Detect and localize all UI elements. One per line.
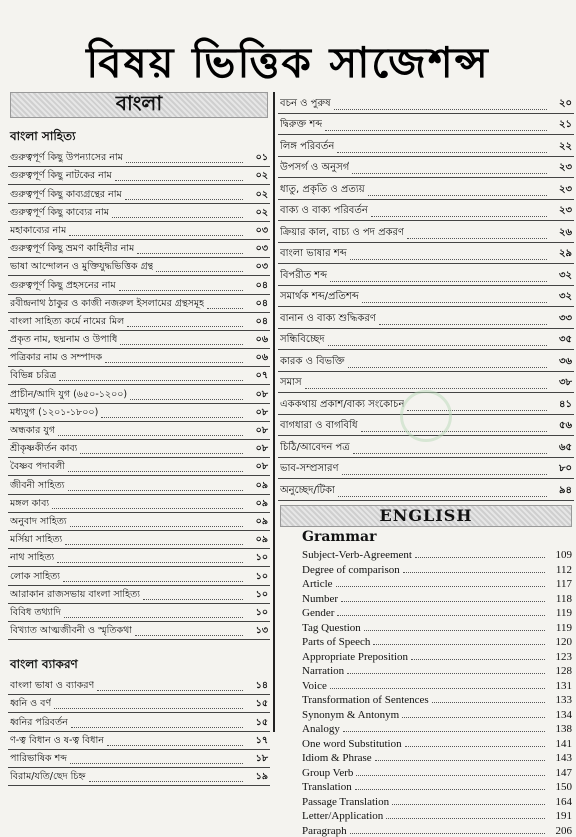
toc-entry-label: Parts of Speech	[302, 636, 371, 648]
leader-dots	[112, 217, 243, 218]
toc-entry-page: ২২	[558, 140, 572, 152]
leader-dots	[407, 238, 547, 239]
leader-dots	[65, 544, 243, 545]
toc-entry-page: 109	[555, 549, 572, 561]
leader-dots	[350, 259, 547, 260]
toc-entry	[278, 619, 574, 634]
leader-dots	[352, 173, 547, 174]
toc-entry-label: জীবনী সাহিত্য	[10, 479, 65, 491]
leader-dots	[330, 688, 545, 689]
leader-dots	[89, 781, 243, 782]
toc-entry-page: ১০	[255, 606, 268, 618]
toc-entry	[8, 750, 270, 768]
leader-dots	[68, 471, 243, 472]
left-column	[8, 92, 270, 786]
toc-entry-page: 118	[555, 592, 572, 605]
toc-entry	[278, 157, 574, 179]
toc-entry-page: ০২	[255, 188, 268, 200]
leader-dots	[342, 474, 547, 475]
toc-entry-page: ০৯	[255, 515, 268, 527]
leader-dots	[405, 746, 545, 747]
toc-entry-label: বিপরীত শব্দ	[280, 269, 328, 281]
toc-entry-label: Narration	[302, 665, 345, 677]
toc-entry	[8, 313, 270, 331]
toc-entry	[8, 604, 270, 622]
toc-entry-label: Degree of comparison	[302, 563, 400, 576]
page-title: বিষয় ভিত্তিক সাজেশন্স	[86, 38, 490, 87]
toc-entry-label: Analogy	[302, 723, 340, 735]
toc-entry-page: ১৫	[255, 716, 268, 728]
toc-entry-label: লিঙ্গ পরিবর্তন	[280, 140, 335, 152]
toc-entry	[8, 440, 270, 458]
toc-entry-label: ণ-ত্ব বিধান ও ষ-ত্ব বিধান	[10, 734, 104, 746]
toc-entry	[278, 750, 574, 765]
toc-entry-page: 147	[555, 766, 572, 779]
english-list	[278, 547, 574, 837]
toc-entry-label: বিরাম/যতি/ছেদ চিহ্ন	[10, 771, 86, 783]
toc-entry-page: ০৩	[255, 261, 268, 273]
toc-entry	[278, 634, 574, 649]
leader-dots	[337, 615, 545, 616]
toc-entry-page: 164	[555, 795, 572, 808]
toc-entry-label: Letter/Application	[302, 810, 384, 822]
toc-entry	[8, 404, 270, 422]
toc-entry-label: প্রকৃত নাম, ছদ্মনাম ও উপাধি	[10, 334, 118, 346]
toc-entry-page: ১০	[255, 588, 268, 600]
leader-dots	[353, 453, 547, 454]
toc-entry-label: বাংলা ভাষার শব্দ	[280, 248, 347, 259]
toc-entry-page: ০৮	[255, 425, 268, 436]
toc-entry-label: বাংলা সাহিত্য কর্মে নামের মিল	[10, 315, 125, 327]
toc-entry-page: ১৫	[255, 698, 268, 710]
toc-entry-label: সমাস	[280, 377, 302, 388]
leader-dots	[57, 562, 243, 563]
toc-entry	[8, 549, 270, 567]
toc-entry-page: ১৭	[255, 734, 268, 746]
leader-dots	[115, 180, 243, 181]
toc-entry-label: Tag Question	[302, 621, 361, 634]
toc-entry-page: ০৯	[255, 479, 268, 491]
leader-dots	[379, 324, 547, 325]
toc-entry-label: Voice	[302, 679, 327, 692]
toc-entry	[278, 764, 574, 779]
toc-entry-label: বিভিন্ন চরিত্র	[10, 370, 57, 382]
leader-dots	[356, 775, 545, 776]
toc-entry-label: বানান ও বাক্য শুদ্ধিকরণ	[280, 312, 376, 324]
toc-entry-page: ০৭	[255, 370, 268, 382]
column-divider	[273, 92, 275, 732]
left-sections	[8, 126, 270, 786]
leader-dots	[361, 431, 547, 432]
toc-entry	[8, 732, 270, 750]
toc-entry	[278, 808, 574, 823]
toc-entry-page: ৩৮	[559, 377, 572, 388]
toc-entry	[8, 331, 270, 349]
right-column	[278, 92, 574, 837]
leader-dots	[402, 717, 545, 718]
toc-entry-page: ০৪	[255, 315, 268, 327]
leader-dots	[156, 271, 243, 272]
leader-dots	[386, 818, 545, 819]
toc-entry-page: 117	[555, 578, 572, 590]
toc-entry-label: One word Substitution	[302, 737, 402, 750]
leader-dots	[371, 216, 547, 217]
toc-entry-page: 112	[555, 563, 572, 576]
toc-entry-label: চিঠি/আবেদন পত্র	[280, 441, 350, 453]
toc-entry-page: 131	[555, 679, 572, 692]
toc-entry	[278, 286, 574, 308]
toc-entry-label: ভাব-সম্প্রসারণ	[280, 463, 339, 474]
toc-entry	[8, 385, 270, 403]
toc-entry-page: ৩২	[558, 269, 572, 281]
toc-entry-page: ০৩	[255, 243, 268, 255]
toc-entry-page: ১০	[255, 552, 268, 564]
toc-entry-page: ৩৫	[559, 334, 572, 345]
toc-entry-page: ০৬	[255, 334, 268, 346]
toc-entry-label: দ্বিরুক্ত শব্দ	[280, 119, 323, 130]
toc-entry-page: ৬৫	[559, 441, 572, 453]
toc-entry-page: ৮০	[559, 463, 572, 474]
toc-entry-page: 123	[555, 650, 572, 663]
toc-entry-label: গুরুত্বপূর্ণ কিছু কাব্যের নাম	[10, 206, 110, 218]
toc-entry	[8, 149, 270, 167]
toc-entry-label: পারিভাষিক শব্দ	[10, 753, 67, 764]
toc-entry	[8, 295, 270, 313]
toc-entry-page: ০৪	[255, 279, 268, 291]
toc-entry-page: 134	[555, 708, 572, 721]
toc-entry-label: বাগধারা ও বাগবিধি	[280, 420, 358, 431]
toc-entry-label: লোক সাহিত্য	[10, 570, 60, 582]
toc-entry-label: সন্ধিবিচ্ছেদ	[280, 334, 325, 345]
toc-entry-page: ১৩	[255, 625, 268, 637]
toc-entry-label: Appropriate Preposition	[302, 650, 409, 663]
leader-dots	[59, 380, 243, 381]
toc-entry	[8, 768, 270, 786]
toc-entry-page: ২৯	[559, 248, 572, 259]
toc-entry	[8, 531, 270, 549]
toc-entry-label: Paragraph	[302, 824, 347, 837]
leader-dots	[107, 745, 243, 746]
toc-entry-page: 206	[555, 824, 572, 837]
toc-entry	[8, 276, 270, 294]
toc-entry	[278, 114, 574, 136]
leader-dots	[347, 673, 545, 674]
toc-entry	[278, 590, 574, 605]
toc-entry-label: মর্সিয়া সাহিত্য	[10, 534, 63, 546]
toc-entry	[8, 513, 270, 531]
toc-entry-page: ২৩	[558, 183, 572, 195]
watermark-logo	[400, 390, 452, 442]
toc-entry-page: ০৮	[255, 388, 268, 400]
toc-entry-label: Transformation of Sentences	[302, 694, 429, 706]
leader-dots	[392, 804, 545, 805]
toc-entry-label: ক্রিয়ার কাল, বাচ্য ও পদ প্রকরণ	[280, 226, 405, 238]
leader-dots	[362, 302, 547, 303]
toc-entry-page: ২৬	[558, 226, 572, 238]
toc-entry-label: সমার্থক শব্দ/প্রতিশব্দ	[280, 291, 359, 302]
toc-entry-page: ২১	[559, 119, 572, 130]
toc-entry	[278, 178, 574, 200]
toc-entry-page: 119	[555, 607, 572, 619]
toc-entry-page: ০৯	[255, 497, 268, 509]
leader-dots	[101, 417, 243, 418]
toc-entry	[8, 567, 270, 585]
toc-entry	[8, 422, 270, 440]
toc-entry-label: অন্ধকার যুগ	[10, 425, 56, 436]
leader-dots	[375, 760, 545, 761]
leader-dots	[70, 526, 243, 527]
toc-entry-label: ধ্বনির পরিবর্তন	[10, 716, 68, 728]
toc-entry-page: 128	[555, 665, 572, 677]
toc-entry	[8, 222, 270, 240]
toc-entry-page: 141	[555, 737, 572, 750]
toc-entry-label: ধাতু, প্রকৃতি ও প্রত্যয়	[280, 183, 365, 195]
leader-dots	[355, 789, 545, 790]
toc-entry	[8, 185, 270, 203]
toc-entry-label: মধ্যযুগ (১২০১-১৮০০)	[10, 406, 99, 418]
section-spacer	[8, 640, 270, 654]
toc-entry-label: প্রাচীন/আদি যুগ (৬৫০-১২০০)	[10, 388, 128, 400]
toc-entry-label: Article	[302, 578, 333, 590]
toc-entry-page: ০১	[255, 152, 268, 164]
toc-entry-label: এককথায় প্রকাশ/বাক্য সংকোচন	[280, 398, 405, 410]
toc-entry	[278, 329, 574, 351]
toc-entry-page: ৯৪	[559, 484, 572, 496]
toc-entry	[278, 706, 574, 721]
toc-entry	[8, 458, 270, 476]
toc-entry-page: ০২	[255, 206, 268, 218]
toc-entry-page: ৩৩	[558, 312, 572, 324]
toc-entry	[278, 648, 574, 663]
toc-entry-page: ২৩	[558, 205, 572, 216]
leader-dots	[350, 833, 545, 834]
toc-entry-label: Gender	[302, 607, 335, 619]
toc-entry-page: ০৮	[255, 461, 268, 473]
toc-entry-label: ধ্বনি ও বর্ণ	[10, 698, 52, 710]
toc-entry	[278, 561, 574, 576]
leader-dots	[334, 109, 547, 110]
toc-entry-label: Synonym & Antonym	[302, 708, 400, 721]
toc-entry	[278, 243, 574, 265]
toc-entry	[278, 605, 574, 620]
toc-entry-label: বচন ও পুরুষ	[280, 97, 331, 109]
toc-entry-page: 120	[555, 636, 572, 648]
toc-entry-label: আরাকান রাজসভায় বাংলা সাহিত্য	[10, 588, 140, 600]
bangla-banner: বাংলা	[10, 92, 268, 118]
toc-entry	[8, 349, 270, 367]
leader-dots	[403, 572, 545, 573]
toc-entry-page: ২০	[558, 97, 572, 109]
toc-entry	[278, 221, 574, 243]
leader-dots	[69, 235, 243, 236]
toc-entry	[278, 135, 574, 157]
leader-dots	[207, 308, 243, 309]
leader-dots	[328, 345, 547, 346]
leader-dots	[105, 362, 243, 363]
toc-entry	[278, 677, 574, 692]
toc-entry-page: ০২	[255, 170, 268, 182]
toc-entry-page: 143	[555, 752, 572, 764]
leader-dots	[338, 496, 547, 497]
toc-entry-label: গুরুত্বপূর্ণ কিছু উপন্যাসের নাম	[10, 152, 123, 164]
toc-entry	[278, 307, 574, 329]
toc-entry	[8, 495, 270, 513]
english-banner: ENGLISH	[280, 505, 572, 527]
toc-entry-page: ০৯	[255, 534, 268, 546]
leader-dots	[80, 453, 243, 454]
toc-entry-label: Group Verb	[302, 766, 354, 779]
leader-dots	[305, 388, 547, 389]
toc-entry-label: মঙ্গল কাব্য	[10, 497, 50, 509]
leader-dots	[373, 644, 545, 645]
leader-dots	[127, 326, 243, 327]
toc-entry	[278, 735, 574, 750]
leader-dots	[337, 152, 547, 153]
toc-entry-label: Translation	[302, 781, 352, 793]
leader-dots	[336, 586, 545, 587]
section-heading: বাংলা ব্যাকরণ	[10, 657, 78, 672]
leader-dots	[330, 281, 547, 282]
toc-entry-page: ১৪	[255, 680, 268, 692]
toc-entry-page: ৪১	[559, 398, 572, 410]
toc-entry-label: মহাকাব্যের নাম	[10, 224, 67, 236]
leader-dots	[119, 290, 243, 291]
leader-dots	[68, 490, 243, 491]
grammar-heading: Grammar	[302, 528, 377, 545]
toc-entry	[278, 547, 574, 562]
toc-entry-page: ০৬	[255, 352, 268, 364]
toc-entry-label: গুরুত্বপূর্ণ কিছু কাব্যগ্রন্থের নাম	[10, 188, 122, 200]
toc-entry-page: 138	[555, 723, 572, 735]
toc-entry-label: উপসর্গ ও অনুসর্গ	[280, 162, 350, 173]
leader-dots	[70, 763, 243, 764]
toc-entry	[8, 204, 270, 222]
toc-entry	[278, 350, 574, 372]
leader-dots	[137, 253, 243, 254]
leader-dots	[54, 708, 243, 709]
toc-entry-label: বাংলা ভাষা ও ব্যাকরণ	[10, 680, 95, 692]
toc-entry-label: Number	[302, 592, 339, 605]
toc-entry	[278, 779, 574, 794]
toc-entry	[8, 367, 270, 385]
toc-entry-page: ০৮	[255, 443, 268, 455]
toc-entry-page: ১৮	[255, 753, 268, 764]
leader-dots	[143, 599, 243, 600]
leader-dots	[411, 659, 545, 660]
toc-entry-page: ২৩	[558, 162, 572, 173]
leader-dots	[97, 690, 243, 691]
leader-dots	[130, 399, 243, 400]
leader-dots	[348, 367, 547, 368]
leader-dots	[415, 557, 545, 558]
toc-entry	[278, 663, 574, 678]
toc-entry-label: Passage Translation	[302, 795, 390, 808]
toc-entry-page: ০৩	[255, 224, 268, 236]
toc-entry	[278, 822, 574, 837]
leader-dots	[341, 601, 545, 602]
leader-dots	[125, 199, 243, 200]
leader-dots	[71, 727, 243, 728]
toc-entry	[8, 695, 270, 713]
toc-entry-page: ৩৬	[558, 355, 572, 367]
toc-entry	[278, 793, 574, 808]
toc-entry	[8, 476, 270, 494]
toc-entry-page: 191	[555, 810, 572, 822]
toc-entry-label: বাক্য ও বাক্য পরিবর্তন	[280, 205, 368, 216]
toc-entry-page: 150	[555, 781, 572, 793]
toc-entry-label: রবীন্দ্রনাথ ঠাকুর ও কাজী নজরুল ইসলামের গ্রন্থসমূহ	[10, 297, 205, 309]
toc-entry	[8, 622, 270, 640]
leader-dots	[343, 731, 545, 732]
toc-entry-page: ৫৬	[559, 420, 572, 431]
toc-entry-label: অনুবাদ সাহিত্য	[10, 515, 67, 527]
toc-entry-label: কারক ও বিভক্তি	[280, 355, 345, 367]
toc-entry-label: বৈষ্ণব পদাবলী	[10, 461, 65, 473]
toc-entry-label: গুরুত্বপূর্ণ কিছু প্রহসনের নাম	[10, 279, 116, 291]
toc-entry	[8, 258, 270, 276]
toc-entry	[8, 586, 270, 604]
toc-entry-label: শ্রীকৃষ্ণকীর্তন কাব্য	[10, 443, 78, 455]
toc-entry	[8, 677, 270, 695]
toc-entry-label: নাথ সাহিত্য	[10, 552, 55, 564]
toc-entry	[8, 240, 270, 258]
leader-dots	[135, 635, 243, 636]
leader-dots	[368, 195, 547, 196]
toc-entry-page: 119	[555, 621, 572, 634]
leader-dots	[64, 617, 243, 618]
leader-dots	[63, 581, 243, 582]
toc-entry	[278, 458, 574, 480]
leader-dots	[364, 630, 545, 631]
toc-entry-page: ৩২	[558, 291, 572, 302]
toc-entry-label: পত্রিকার নাম ও সম্পাদক	[10, 352, 103, 364]
leader-dots	[432, 702, 545, 703]
toc-entry	[8, 167, 270, 185]
toc-entry	[278, 92, 574, 114]
toc-entry	[278, 264, 574, 286]
toc-entry	[278, 692, 574, 707]
toc-entry-page: ১০	[255, 570, 268, 582]
toc-entry-page: ০৮	[255, 406, 268, 418]
toc-entry	[278, 721, 574, 736]
toc-entry-page: ১৯	[255, 771, 268, 783]
leader-dots	[58, 435, 243, 436]
toc-entry-label: গুরুত্বপূর্ণ কিছু নাটকের নাম	[10, 170, 112, 182]
toc-entry-label: বিবিধ তথ্যাদি	[10, 606, 61, 618]
toc-entry-label: Idiom & Phrase	[302, 752, 372, 764]
toc-entry-label: Subject-Verb-Agreement	[302, 549, 412, 561]
leader-dots	[325, 130, 547, 131]
toc-entry-page: ০৪	[255, 297, 268, 309]
toc-entry-label: বিখ্যাত আত্মজীবনী ও স্মৃতিকথা	[10, 625, 133, 637]
toc-entry-label: অনুচ্ছেদ/টিকা	[280, 484, 335, 496]
toc-entry	[278, 200, 574, 222]
section-heading: বাংলা সাহিত্য	[10, 129, 76, 143]
toc-entry	[8, 713, 270, 731]
toc-entry	[278, 576, 574, 591]
toc-entry-page: 133	[555, 694, 572, 706]
leader-dots	[52, 508, 243, 509]
toc-entry-label: ভাষা আন্দোলন ও মুক্তিযুদ্ধভিত্তিক গ্রন্থ	[10, 261, 154, 273]
toc-entry	[278, 479, 574, 501]
toc-entry-label: গুরুত্বপূর্ণ কিছু ভ্রমণ কাহিনীর নাম	[10, 243, 135, 255]
leader-dots	[126, 162, 243, 163]
leader-dots	[120, 344, 243, 345]
